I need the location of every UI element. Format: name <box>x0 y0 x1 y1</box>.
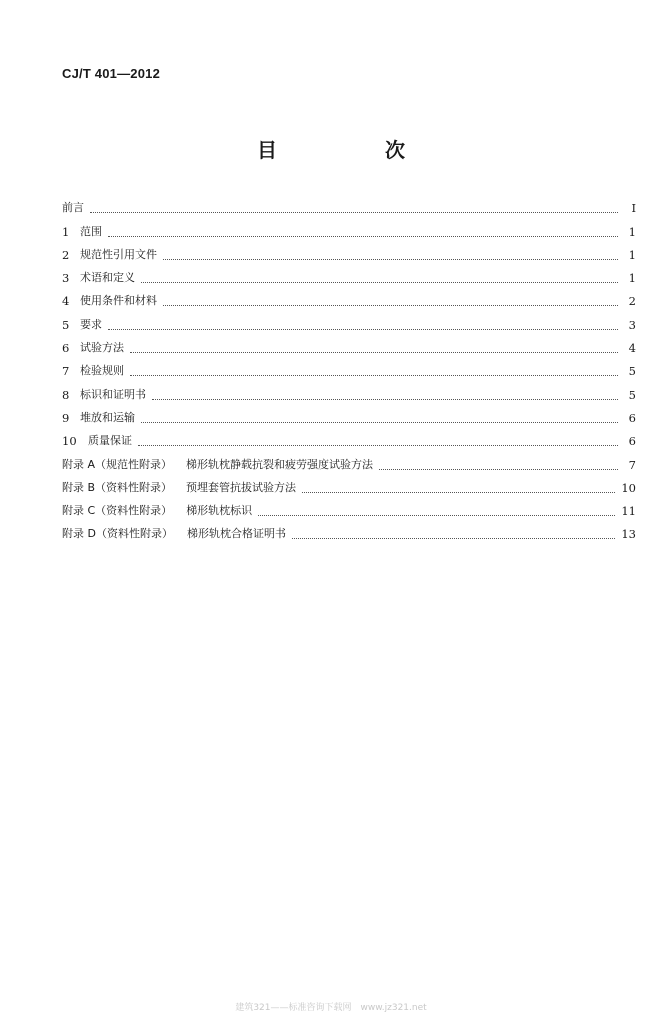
toc-page-number: 5 <box>628 387 636 402</box>
toc-section-number: 4 <box>62 294 70 309</box>
toc-entry-title: 梯形轨枕合格证明书 <box>186 527 286 541</box>
toc-entry-title: 梯形轨枕静载抗裂和疲劳强度试验方法 <box>186 457 374 471</box>
toc-leader-dots <box>292 537 615 539</box>
toc-entry-title: 试验方法 <box>80 341 124 355</box>
toc-section-number: 5 <box>62 317 70 332</box>
toc-entry-title: 使用条件和材料 <box>80 294 157 308</box>
toc-entry-title: 规范性引用文件 <box>80 247 157 261</box>
toc-section-number: 9 <box>62 410 70 425</box>
toc-leader-dots <box>258 514 615 516</box>
toc-entry-title: 前言 <box>62 201 84 215</box>
toc-page-number: 6 <box>628 410 636 425</box>
toc-section-number: 8 <box>62 387 70 402</box>
toc-entry-title: 检验规则 <box>80 364 124 378</box>
toc-appendix-label: 附录 C（资料性附录） <box>62 504 173 518</box>
table-of-contents <box>62 192 636 541</box>
toc-entry-8[interactable] <box>62 378 636 401</box>
toc-leader-dots <box>141 281 618 283</box>
toc-page-number: 2 <box>628 294 636 309</box>
toc-section-number: 2 <box>62 247 70 262</box>
toc-entry-4[interactable] <box>62 285 636 308</box>
toc-entry-appendix-b[interactable] <box>62 472 636 495</box>
toc-page-number: 4 <box>628 341 636 356</box>
toc-page-number: 3 <box>628 317 636 332</box>
toc-leader-dots <box>141 421 618 423</box>
toc-entry-6[interactable] <box>62 332 636 355</box>
toc-leader-dots <box>163 304 618 306</box>
toc-entry-foreword[interactable] <box>62 192 636 215</box>
toc-page-number: 7 <box>628 457 636 472</box>
toc-entry-title: 范围 <box>80 224 102 238</box>
standard-code: CJ/T 401—2012 <box>62 66 160 81</box>
toc-leader-dots <box>152 398 618 400</box>
toc-section-number: 3 <box>62 271 70 286</box>
toc-section-number: 7 <box>62 364 70 379</box>
toc-entry-1[interactable] <box>62 215 636 238</box>
toc-entry-title: 标识和证明书 <box>80 387 146 401</box>
footer-watermark: 建筑321——标准咨询下载网 www.jz321.net <box>235 1003 427 1013</box>
toc-entry-title: 梯形轨枕标识 <box>186 504 253 518</box>
toc-leader-dots <box>108 328 618 330</box>
toc-leader-dots <box>130 374 618 376</box>
toc-section-number: 10 <box>62 434 77 449</box>
toc-page-number: 5 <box>628 364 636 379</box>
toc-entry-appendix-c[interactable] <box>62 495 636 518</box>
toc-entry-7[interactable] <box>62 355 636 378</box>
toc-leader-dots <box>138 444 618 446</box>
toc-entry-10[interactable] <box>62 425 636 448</box>
toc-leader-dots <box>108 235 618 237</box>
page-title: 目 次 <box>257 138 449 162</box>
toc-page-number: 11 <box>621 504 636 519</box>
toc-page-number: 1 <box>628 224 636 239</box>
toc-section-number: 1 <box>62 224 70 239</box>
toc-entry-title: 堆放和运输 <box>80 410 135 424</box>
toc-page-number: 1 <box>628 247 636 262</box>
toc-leader-dots <box>379 468 618 470</box>
toc-entry-title: 术语和定义 <box>80 271 135 285</box>
toc-leader-dots <box>163 258 618 260</box>
toc-page-number: 6 <box>628 434 636 449</box>
toc-entry-appendix-d[interactable] <box>62 518 636 541</box>
toc-leader-dots <box>90 211 618 213</box>
toc-entry-2[interactable] <box>62 239 636 262</box>
toc-page-number: 13 <box>621 527 636 542</box>
toc-entry-title: 预埋套管抗拔试验方法 <box>186 480 297 494</box>
toc-section-number: 6 <box>62 341 70 356</box>
toc-appendix-label: 附录 A（规范性附录） <box>62 457 173 471</box>
toc-leader-dots <box>302 491 615 493</box>
toc-page-number: I <box>631 201 636 216</box>
toc-leader-dots <box>130 351 618 353</box>
toc-appendix-label: 附录 B（资料性附录） <box>62 480 173 494</box>
toc-appendix-label: 附录 D（资料性附录） <box>62 527 173 541</box>
toc-entry-appendix-a[interactable] <box>62 448 636 471</box>
toc-page-number: 1 <box>628 271 636 286</box>
toc-entry-3[interactable] <box>62 262 636 285</box>
toc-page-number: 10 <box>621 480 636 495</box>
toc-entry-5[interactable] <box>62 308 636 331</box>
toc-entry-title: 质量保证 <box>88 434 132 448</box>
toc-entry-title: 要求 <box>80 317 102 331</box>
toc-entry-9[interactable] <box>62 402 636 425</box>
